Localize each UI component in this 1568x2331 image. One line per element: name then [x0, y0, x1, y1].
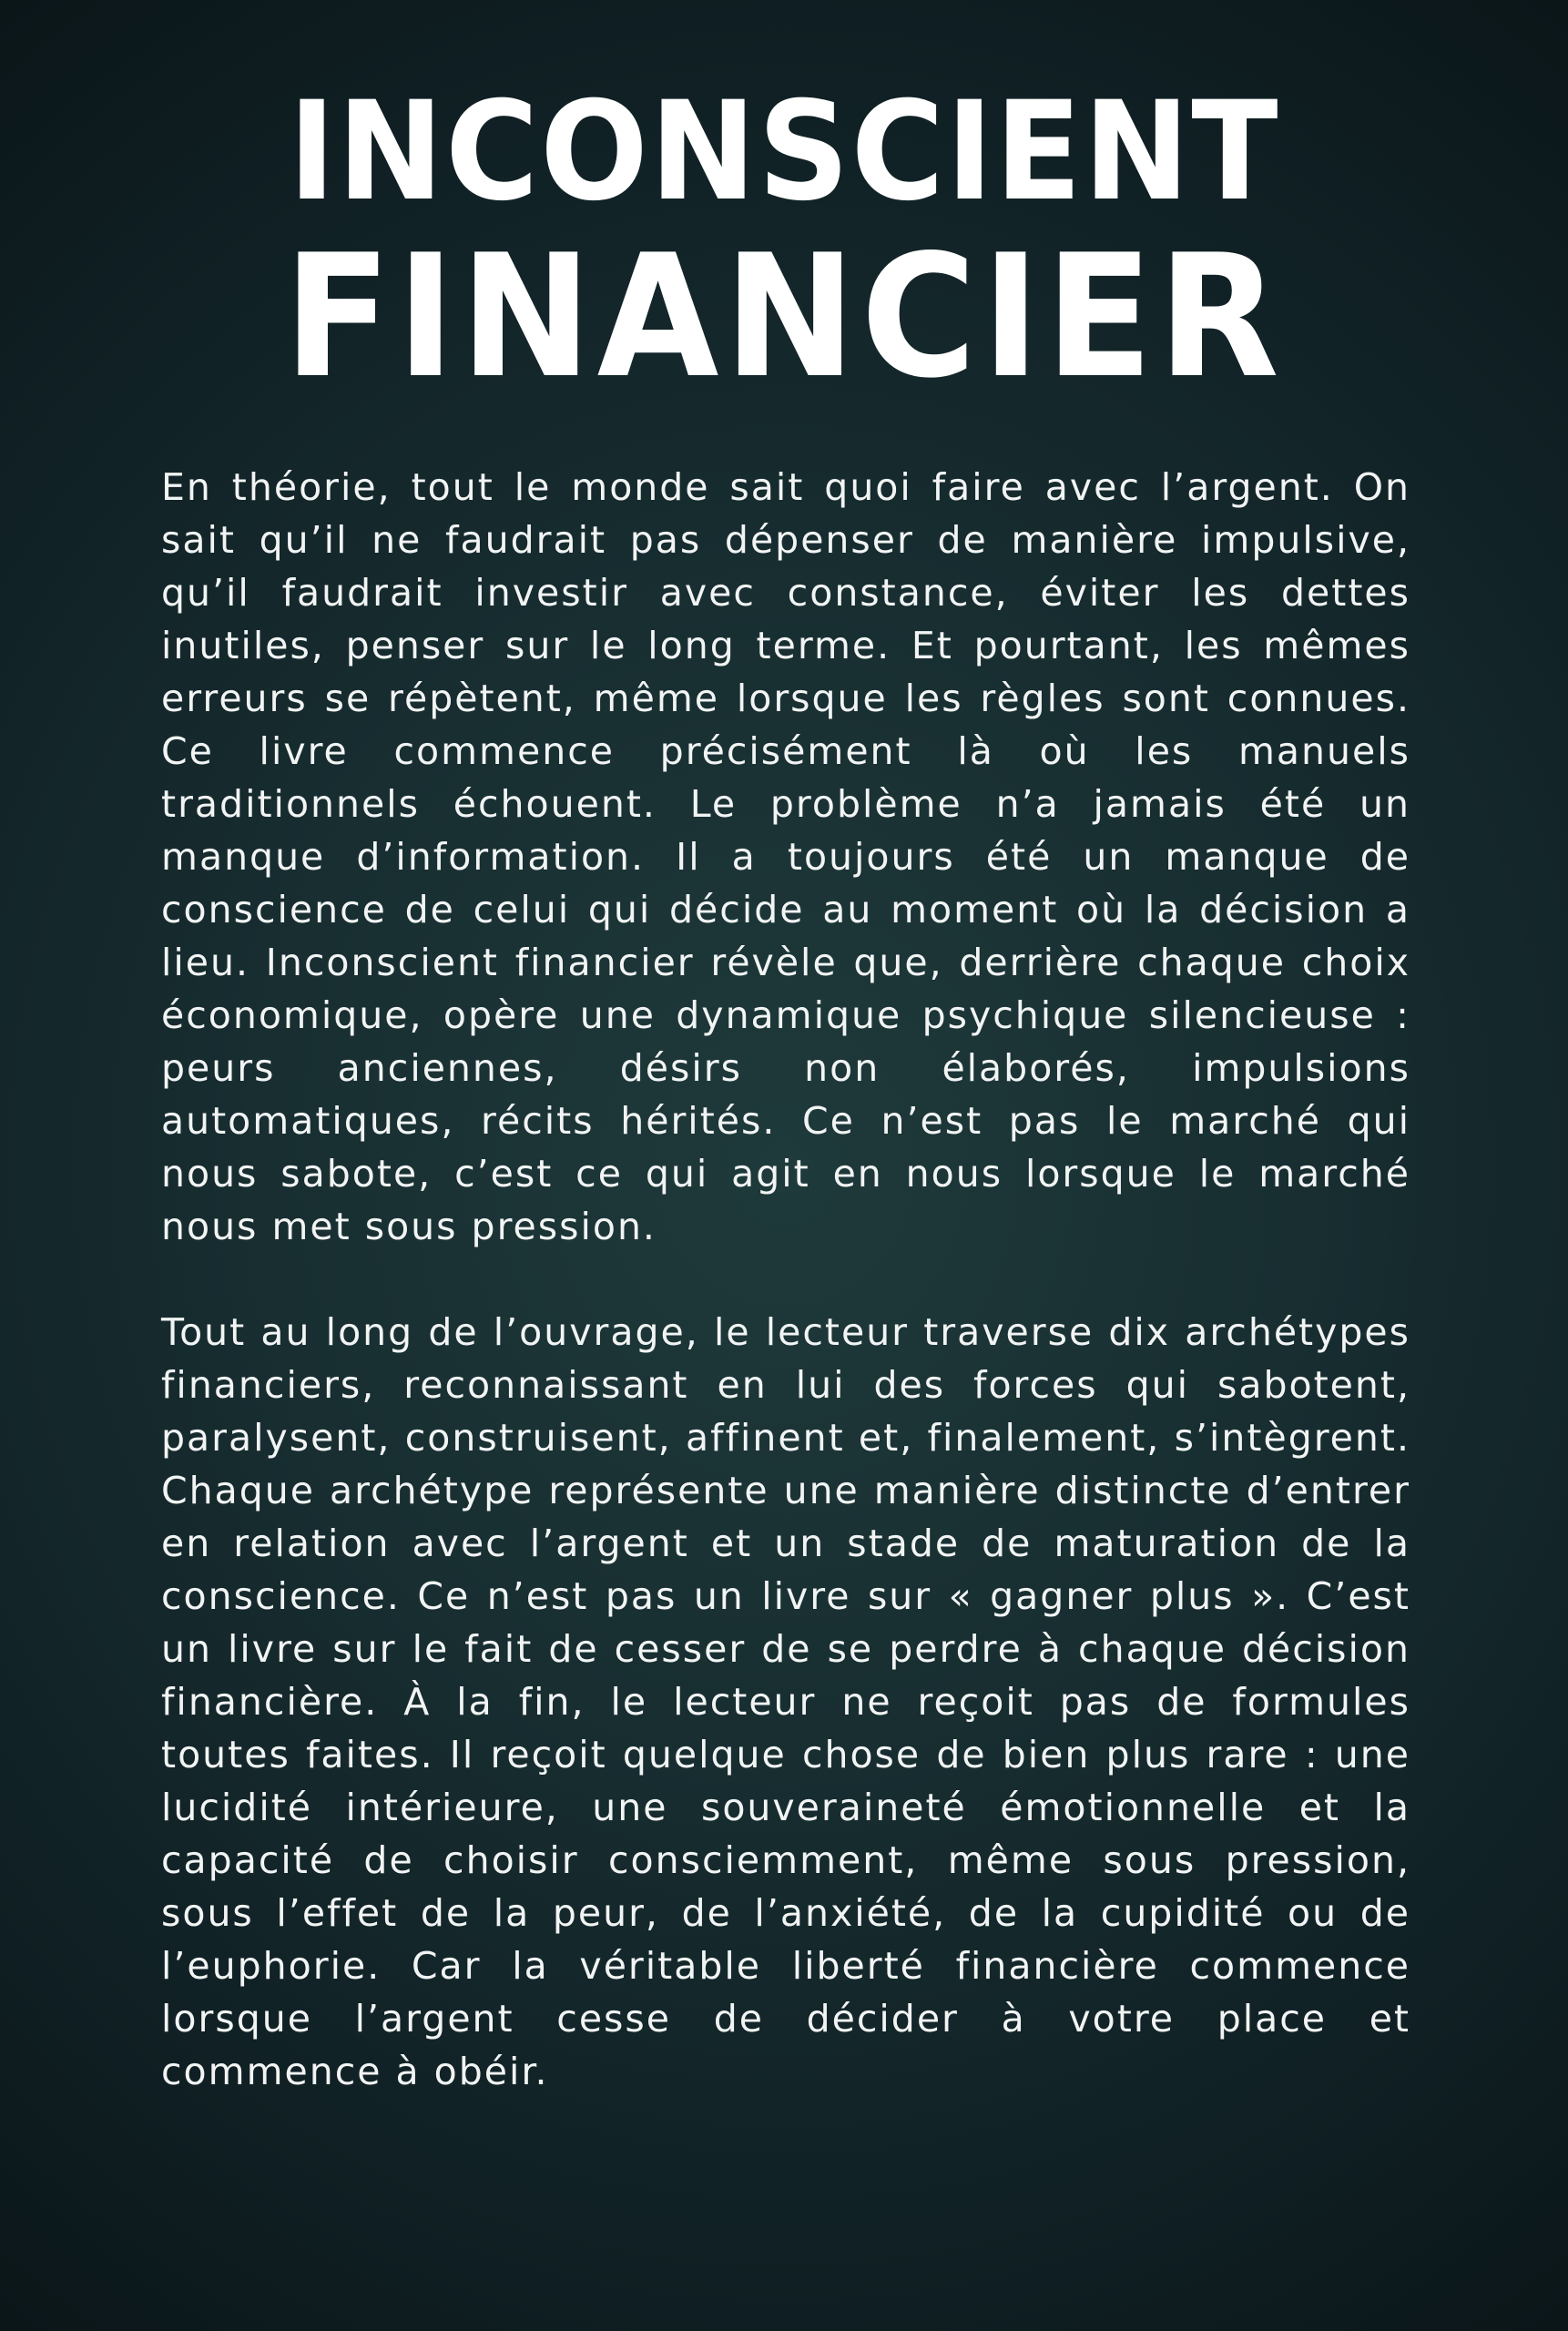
blurb-paragraph-2: Tout au long de l’ouvrage, le lecteur traverse dix archétypes financiers, reconnaissant en lui des forces qui sabotent, paralysent, construisent, affinent et, finalement, s’intègrent. Chaque archétype représente une manière distincte d’entrer en relation avec l’argent et un stade de maturation de la conscience. Ce n’est pas un livre sur « gagner plus ». C’est un livre sur le fait de cesser de se perdre à chaque décision financière. À la fin, le lecteur ne reçoit pas de formules toutes faites. Il reçoit quelque chose de bien plus rare : une lucidité intérieure, une souveraineté émotionnelle et la capacité de choisir consciemment, même sous pression, sous l’effet de la peur, de l’anxiété, de la cupidité ou de l’euphorie. Car la véritable liberté financière commence lorsque l’argent cesse de décider à votre place et commence à obéir.: [161, 1310, 1410, 2093]
title-line-1: INCONSCIENT: [288, 73, 1280, 231]
blurb-paragraph-1: En théorie, tout le monde sait quoi faire avec l’argent. On sait qu’il ne faudrait pas dépenser de manière impulsive, qu’il faudrait investir avec constance, éviter les dettes inutiles, penser sur le long terme. Et pourtant, les mêmes erreurs se répètent, même lorsque les règles sont connues. Ce livre commence précisément là où les manuels traditionnels échouent. Le problème n’a jamais été un manque d’information. Il a toujours été un manque de conscience de celui qui décide au moment où la décision a lieu. Inconscient financier révèle que, derrière chaque choix économique, opère une dynamique psychique silencieuse : peurs anciennes, désirs non élaborés, impulsions automatiques, récits hérités. Ce n’est pas le marché qui nous sabote, c’est ce qui agit en nous lorsque le marché nous met sous pression.: [161, 465, 1410, 1248]
title-line-2: FINANCIER: [283, 218, 1285, 415]
blurb: [161, 461, 1410, 2151]
